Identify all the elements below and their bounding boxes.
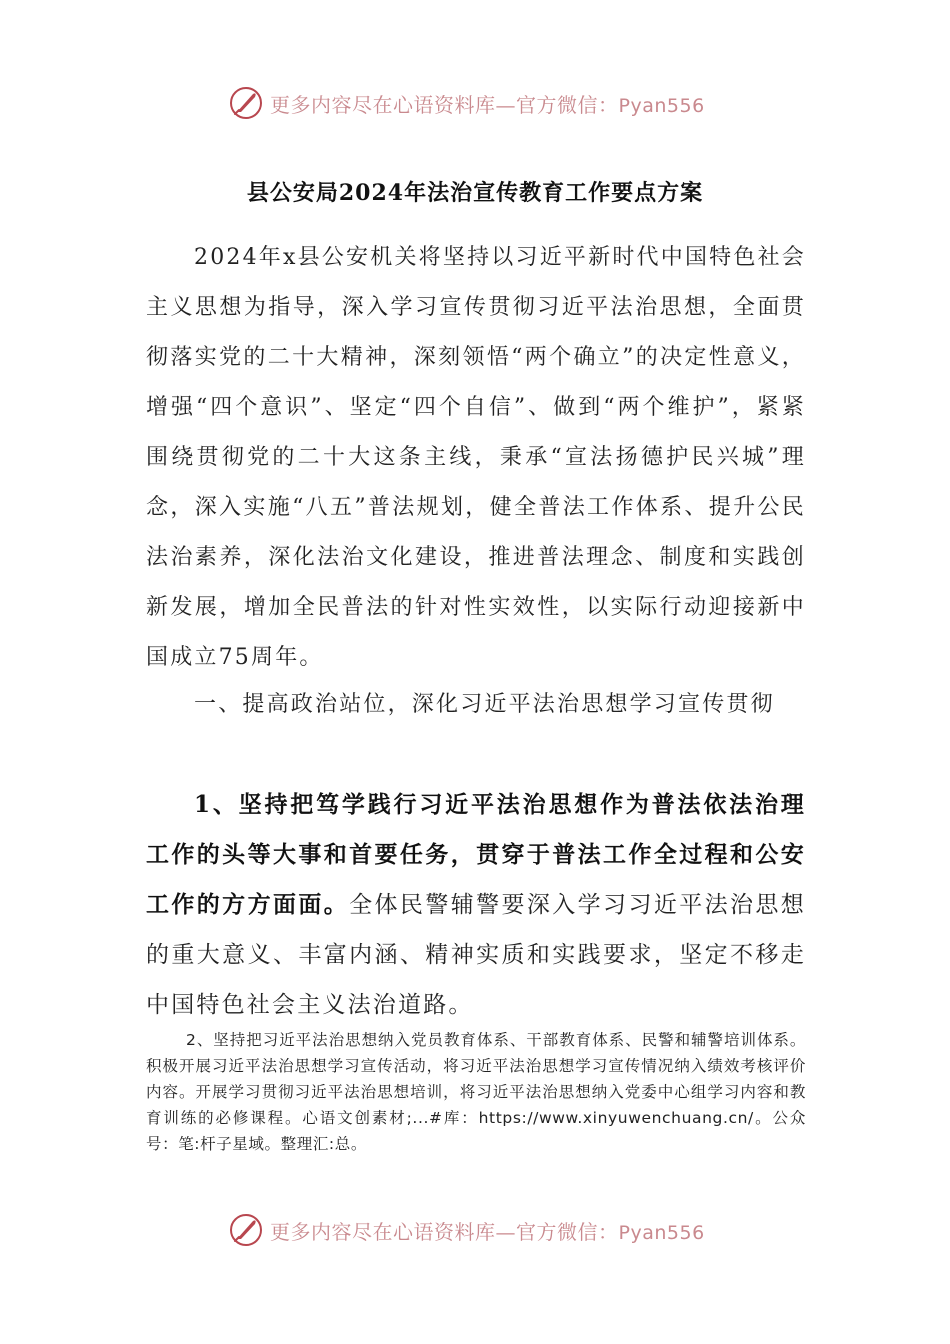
header-banner [228,83,705,123]
quill-logo-icon [228,1212,264,1248]
item-1-paragraph [146,780,806,1030]
banner-text: 更多内容尽在心语资料库—官方微信：Pyan556 [270,1219,705,1244]
item-1-body: 全体民警辅警要深入学习习近平法治思想的重大意义、丰富内涵、精神实质和实践要求，坚定不移走中国特色社会主义法治道路。 [146,892,806,1018]
footer-banner [228,1210,705,1250]
intro-paragraph: 2024年x县公安机关将坚持以习近平新时代中国特色社会主义思想为指导，深入学习宣传贯彻习近平法治思想，全面贯彻落实党的二十大精神，深刻领悟“两个确立”的决定性意义，增强“四个意识”、坚定“四个自信”、做到“两个维护”，紧紧围绕贯彻党的二十大这条主线，秉承“宣法扬德护民兴城”理念，深入实施“八五”普法规划，健全普法工作体系、提升公民法治素养，深化法治文化建设，推进普法理念、制度和实践创新发展，增加全民普法的针对性实效性，以实际行动迎接新中国成立75周年。 [146,245,806,670]
section-heading-1: 一、提高政治站位，深化习近平法治思想学习宣传贯彻 [194,692,775,717]
document-title: 县公安局2024年法治宣传教育工作要点方案 [246,180,704,206]
quill-logo-icon [228,85,264,121]
item-1-bold-lead: 1、坚持把笃学践行习近平法治思想作为普法依法治理工作的头等大事和首要任务，贯穿于普法工作全过程和公安工作的方方面面。 [146,791,806,918]
banner-text: 更多内容尽在心语资料库—官方微信：Pyan556 [270,92,705,117]
item-2-paragraph: 2、坚持把习近平法治思想纳入党员教育体系、干部教育体系、民警和辅警培训体系。积极开展习近平法治思想学习宣传活动，将习近平法治思想学习宣传情况纳入绩效考核评价内容。开展学习贯彻习近平法治思想培训，将习近平法治思想纳入党委中心组学习内容和教育训练的必修课程。心语文创素材;...#库：https://www.xinyuwenchuang.cn/。公众号：笔:杆子星域。整理汇:总。 [146,1031,806,1153]
